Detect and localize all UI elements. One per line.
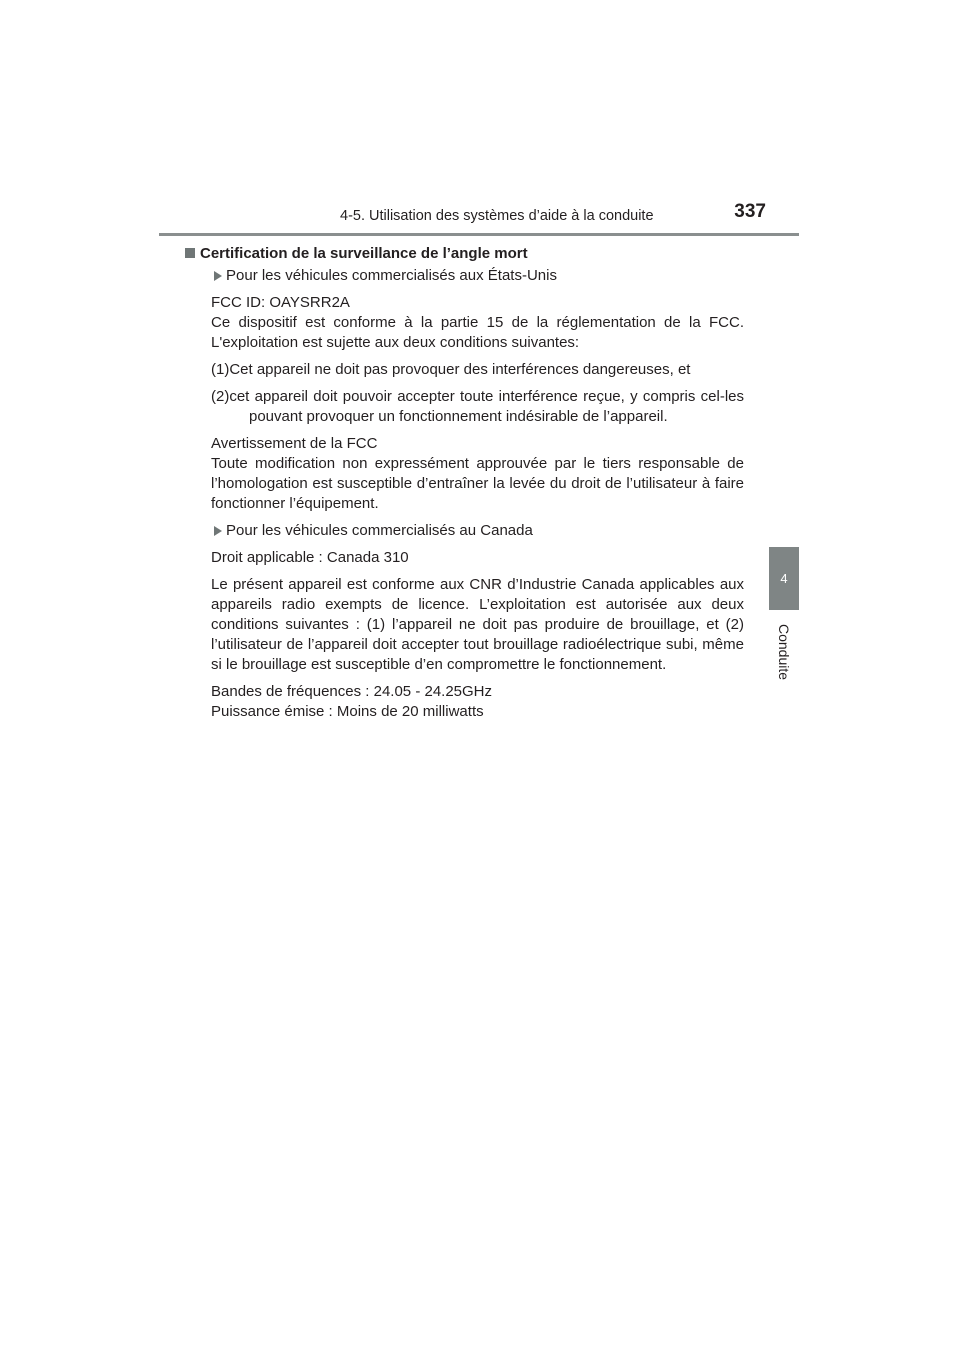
fcc-statement-2: L'exploitation est sujette aux deux conditions suivantes: bbox=[211, 334, 580, 351]
usa-bullet bbox=[211, 266, 744, 286]
header-rule bbox=[159, 233, 799, 236]
fcc-statement-1: Ce dispositif est conforme à la partie 15 de la réglementation de la FCC. bbox=[211, 314, 744, 331]
condition-2: (2)cet appareil doit pouvoir accepter toute interférence reçue, y compris cel-les pouvant provoquer un fonctionnement indésirable de l’appareil. bbox=[211, 388, 744, 425]
square-bullet-icon bbox=[185, 248, 195, 258]
chapter-label bbox=[769, 617, 799, 687]
chapter-tab: 4 bbox=[769, 547, 799, 610]
canada-statement: Le présent appareil est conforme aux CNR d’Industrie Canada applicables aux appareils radio exempts de licence. L’exploitation est autorisée aux deux conditions suivantes : (1) l’appareil ne doit pas produire de brouillage, et (2) l’utilisateur de l’appareil doit accepter tout brouillage radioélectrique subi, même si le brouillage est susceptible d’en compromettre le fonctionnement. bbox=[211, 576, 744, 673]
triangle-bullet-icon bbox=[214, 526, 222, 536]
section-heading bbox=[185, 244, 528, 264]
canada-law: Droit applicable : Canada 310 bbox=[211, 549, 409, 566]
emitted-power: Puissance émise : Moins de 20 milliwatts bbox=[211, 703, 484, 720]
fcc-warning-text: Toute modification non expressément approuvée par le tiers responsable de l’homologation est susceptible d’entraîner la levée du droit de l’utilisateur à faire fonctionner l’équipement. bbox=[211, 455, 744, 512]
canada-bullet bbox=[211, 521, 744, 541]
triangle-bullet-icon bbox=[214, 271, 222, 281]
section-heading-text: Certification de la surveillance de l’angle mort bbox=[200, 245, 528, 262]
frequency-bands: Bandes de fréquences : 24.05 - 24.25GHz bbox=[211, 683, 493, 700]
main-content bbox=[200, 244, 744, 722]
fcc-id: FCC ID: OAYSRR2A bbox=[211, 294, 350, 311]
chapter-label-text: Conduite bbox=[776, 623, 792, 681]
fcc-warning-title: Avertissement de la FCC bbox=[211, 435, 378, 452]
usa-bullet-text: Pour les véhicules commercialisés aux États-Unis bbox=[226, 267, 557, 284]
condition-1: (1)Cet appareil ne doit pas provoquer des interférences dangereuses, et bbox=[211, 361, 691, 378]
page-number: 337 bbox=[734, 201, 766, 222]
canada-bullet-text: Pour les véhicules commercialisés au Canada bbox=[226, 522, 533, 539]
header-section-title: 4-5. Utilisation des systèmes d’aide à la conduite bbox=[340, 208, 654, 224]
